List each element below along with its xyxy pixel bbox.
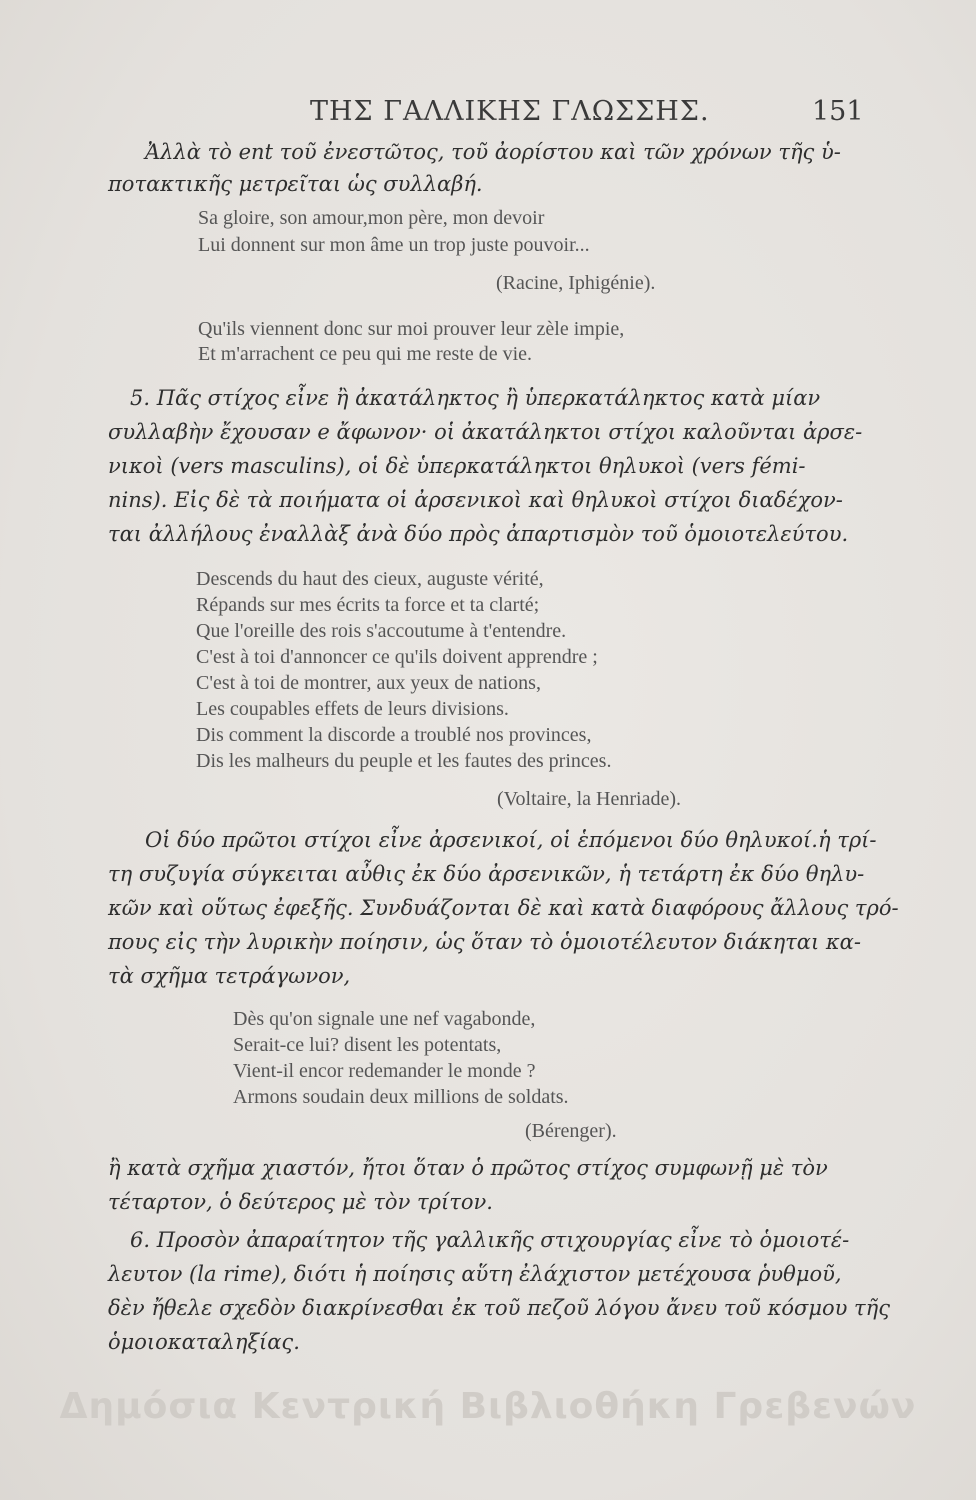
intro-line-2: ποτακτικῆς μετρεῖται ὡς συλλαβή.: [108, 172, 483, 196]
section6-line-2: λευτον (la rime), διότι ἡ ποίησις αὕτη ἐλάχιστον μετέχουσα ῥυθμοῦ,: [108, 1262, 842, 1286]
quote1-line-1: Sa gloire, son amour,mon père, mon devoir: [198, 207, 545, 229]
quote1-citation: (Racine, Iphigénie).: [496, 272, 656, 294]
page-number: 151: [812, 96, 864, 127]
quote3-line-6: Les coupables effets de leurs divisions.: [196, 698, 509, 720]
section6-line-3: δὲν ἤθελε σχεδὸν διακρίνεσθαι ἐκ τοῦ πεζοῦ λόγου ἄνευ τοῦ κόσμου τῆς: [108, 1296, 891, 1320]
quote4-citation: (Bérenger).: [525, 1120, 617, 1142]
section5-line-5: ται ἀλλήλους ἐναλλὰξ ἀνὰ δύο πρὸς ἀπαρτισμὸν τοῦ ὁμοιοτελεύτου.: [108, 522, 849, 546]
quote4-line-3: Vient-il encor redemander le monde ?: [233, 1060, 536, 1082]
section6-line-1: 6. Προσὸν ἀπαραίτητον τῆς γαλλικῆς στιχουργίας εἶνε τὸ ὁμοιοτέ-: [130, 1228, 850, 1252]
section5-line-3: νικοὶ (vers masculins), οἱ δὲ ὑπερκατάληκτοι θηλυκοὶ (vers fémi-: [108, 454, 806, 478]
quote2-line-2: Et m'arrachent ce peu qui me reste de vie.: [198, 343, 533, 365]
quote4-line-4: Armons soudain deux millions de soldats.: [233, 1086, 569, 1108]
quote3-citation: (Voltaire, la Henriade).: [497, 788, 681, 810]
quote2-line-1: Qu'ils viennent donc sur moi prouver leur zèle impie,: [198, 318, 625, 340]
quote4-line-1: Dès qu'on signale une nef vagabonde,: [233, 1008, 536, 1030]
quote3-line-4: C'est à toi d'annoncer ce qu'ils doivent apprendre ;: [196, 646, 598, 668]
section5-line-4: nins). Εἰς δὲ τὰ ποιήματα οἱ ἀρσενικοὶ καὶ θηλυκοὶ στίχοι διαδέχον-: [108, 488, 843, 512]
quote1-line-2: Lui donnent sur mon âme un trop juste pouvoir...: [198, 234, 590, 256]
section5-line-2: συλλαβὴν ἔχουσαν e ἄφωνον· οἱ ἀκατάληκτοι στίχοι καλοῦνται ἀρσε-: [108, 420, 863, 444]
para2-line-2: τη συζυγία σύγκειται αὖθις ἐκ δύο ἀρσενικῶν, ἡ τετάρτη ἐκ δύο θηλυ-: [108, 862, 865, 886]
quote3-line-5: C'est à toi de montrer, aux yeux de nations,: [196, 672, 541, 694]
quote3-line-8: Dis les malheurs du peuple et les fautes des princes.: [196, 750, 612, 772]
quote3-line-7: Dis comment la discorde a troublé nos provinces,: [196, 724, 592, 746]
intro-line-1: Ἀλλὰ τὸ ent τοῦ ἐνεστῶτος, τοῦ ἀορίστου καὶ τῶν χρόνων τῆς ὑ-: [145, 140, 841, 164]
para3-line-2: τέταρτον, ὁ δεύτερος μὲ τὸν τρίτον.: [108, 1190, 493, 1214]
quote3-line-2: Répands sur mes écrits ta force et ta clarté;: [196, 594, 540, 616]
quote3-line-3: Que l'oreille des rois s'accoutume à t'entendre.: [196, 620, 567, 642]
para3-line-1: ἢ κατὰ σχῆμα χιαστόν, ἤτοι ὅταν ὁ πρῶτος στίχος συμφωνῇ μὲ τὸν: [108, 1156, 828, 1180]
quote3-line-1: Descends du haut des cieux, auguste vérité,: [196, 568, 544, 590]
section6-line-4: ὁμοιοκαταληξίας.: [108, 1330, 300, 1354]
page-header: [0, 96, 976, 136]
library-watermark: Δημόσια Κεντρική Βιβλιοθήκη Γρεβενών: [59, 1386, 917, 1427]
running-title: ΤΗΣ ΓΑΛΛΙΚΗΣ ΓΛΩΣΣΗΣ.: [310, 96, 710, 127]
para2-line-1: Οἱ δύο πρῶτοι στίχοι εἶνε ἀρσενικοί, οἱ ἑπόμενοι δύο θηλυκοί.ἡ τρί-: [145, 828, 877, 852]
para2-line-4: πους εἰς τὴν λυρικὴν ποίησιν, ὡς ὅταν τὸ ὁμοιοτέλευτον διάκηται κα-: [108, 930, 861, 954]
para2-line-3: κῶν καὶ οὕτως ἐφεξῆς. Συνδυάζονται δὲ καὶ κατὰ διαφόρους ἄλλους τρό-: [108, 896, 899, 920]
quote4-line-2: Serait-ce lui? disent les potentats,: [233, 1034, 502, 1056]
para2-line-5: τὰ σχῆμα τετράγωνον,: [108, 964, 351, 988]
section5-line-1: 5. Πᾶς στίχος εἶνε ἢ ἀκατάληκτος ἢ ὑπερκατάληκτος κατὰ μίαν: [130, 386, 821, 410]
